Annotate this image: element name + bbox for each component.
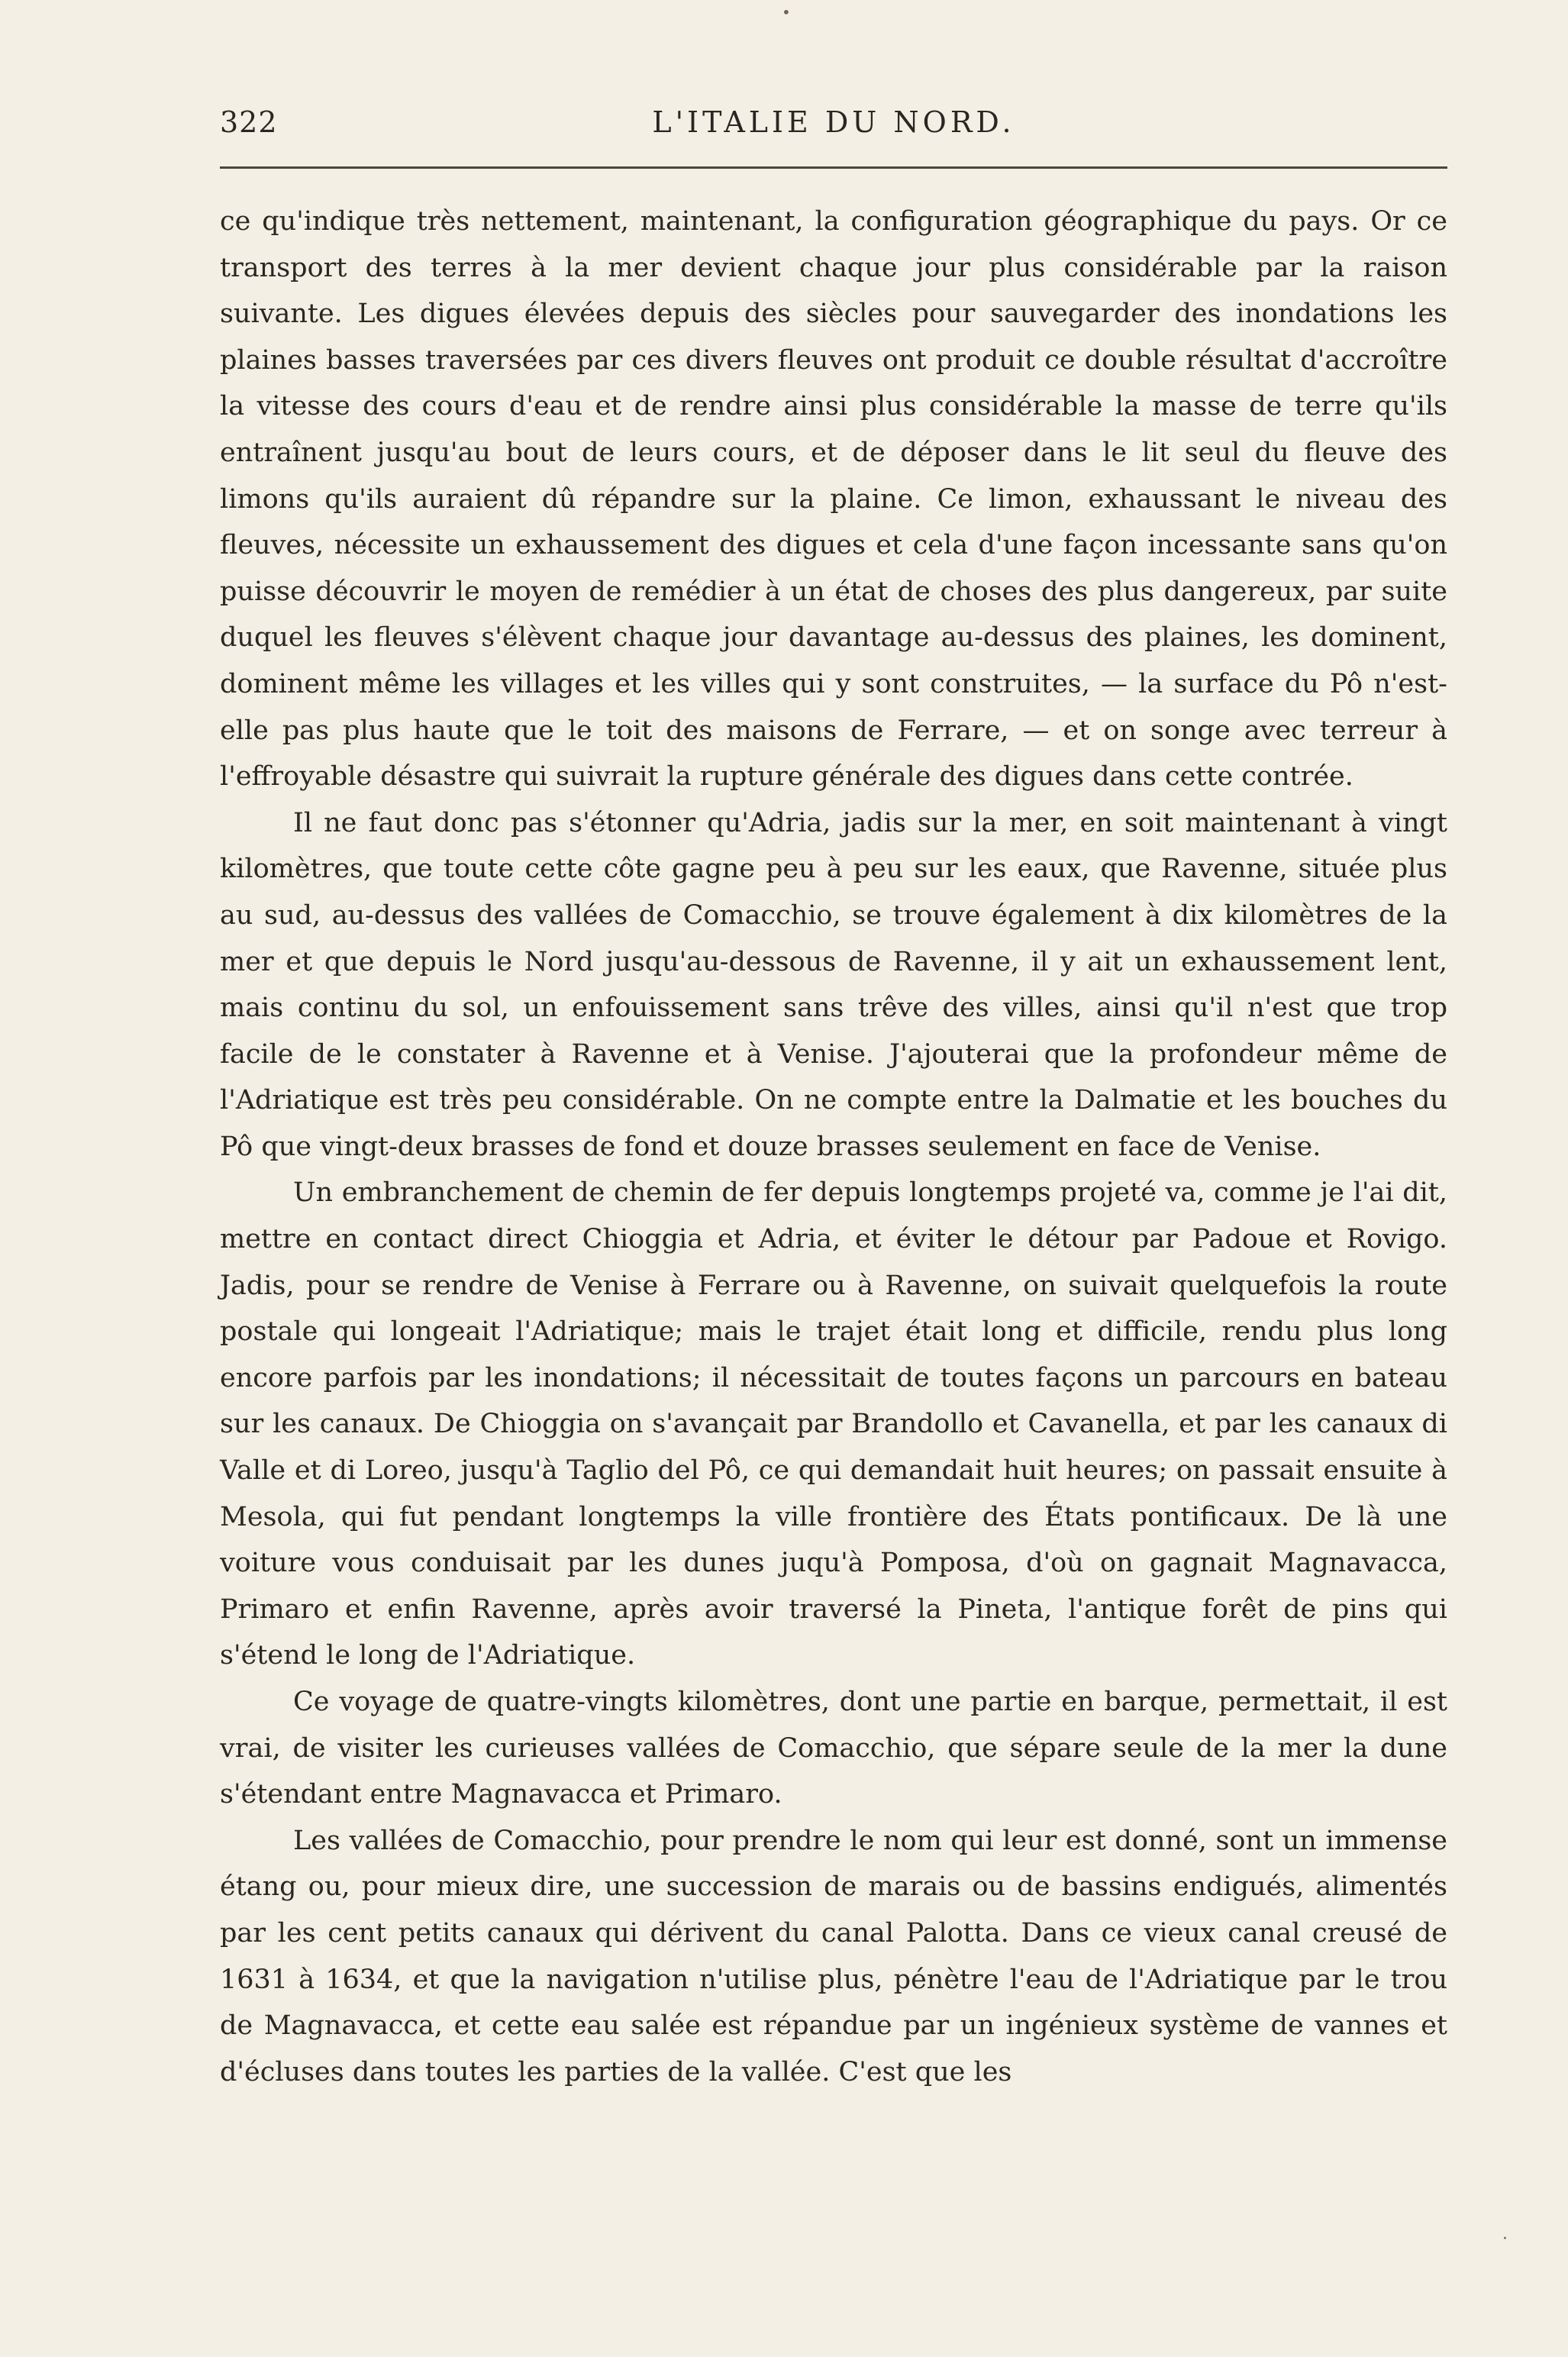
paragraph: Il ne faut donc pas s'étonner qu'Adria, jadis sur la mer, en soit maintenant à vingt kilomètres, que toute cette côte gagne peu à peu sur les eaux, que Ravenne, située plus au sud, au-dessus des vallées de Comacchio, se trouve également à dix kilomètres de la mer et que depuis le Nord jusqu'au-dessous de Ravenne, il y ait un exhaussement lent, mais continu du sol, un enfouissement sans trêve des villes, ainsi qu'il n'est que trop facile de le constater à Ravenne et à Venise. J'ajouterai que la profondeur même de l'Adriatique est très peu considérable. On ne compte entre la Dalmatie et les bouches du Pô que vingt-deux brasses de fond et douze brasses seulement en face de Venise. xyxy=(220,807,1447,1162)
paragraph: ce qu'indique très nettement, maintenant, la configuration géographique du pays. Or ce transport des terres à la mer devient chaque jour plus considérable par la raison suivante. Les digues élevées depuis des siècles pour sauvegarder des inondations les plaines basses traversées par ces divers fleuves ont produit ce double résultat d'accroître la vitesse des cours d'eau et de rendre ainsi plus considérable la masse de terre qu'ils entraînent jusqu'au bout de leurs cours, et de déposer dans le lit seul du fleuve des limons qu'ils auraient dû répandre sur la plaine. Ce limon, exhaussant le niveau des fleuves, nécessite un exhaussement des digues et cela d'une façon incessante sans qu'on puisse découvrir le moyen de remédier à un état de choses des plus dangereux, par suite duquel les fleuves s'élèvent chaque jour davantage au-dessus des plaines, les dominent, dominent même les villages et les villes qui y sont construites, — la surface du Pô n'est-elle pas plus haute que le toit des maisons de Ferrare, — et on songe avec terreur à l'effroyable désastre qui suivrait la rupture générale des digues dans cette contrée. xyxy=(220,206,1447,793)
header-rule xyxy=(220,166,1447,169)
paragraph: Un embranchement de chemin de fer depuis longtemps projeté va, comme je l'ai dit, mettre en contact direct Chioggia et Adria, et éviter le détour par Padoue et Rovigo. Jadis, pour se rendre de Venise à Ferrare ou à Ravenne, on suivait quelquefois la route postale qui longeait l'Adriatique; mais le trajet était long et difficile, rendu plus long encore parfois par les inondations; il nécessitait de toutes façons un parcours en bateau sur les canaux. De Chioggia on s'avançait par Brandollo et Cavanella, et par les canaux di Valle et di Loreo, jusqu'à Taglio del Pô, ce qui demandait huit heures; on passait ensuite à Mesola, qui fut pendant longtemps la ville frontière des États pontificaux. De là une voiture vous conduisait par les dunes juqu'à Pomposa, d'où on gagnait Magnavacca, Primaro et enfin Ravenne, après avoir traversé la Pineta, l'antique forêt de pins qui s'étend le long de l'Adriatique. xyxy=(220,1177,1447,1671)
paragraph: Ce voyage de quatre-vingts kilomètres, dont une partie en barque, permettait, il est vrai, de visiter les curieuses vallées de Comacchio, que sépare seule de la mer la dune s'étendant entre Magnavacca et Primaro. xyxy=(220,1687,1447,1810)
running-title: L'ITALIE DU NORD. xyxy=(652,105,1015,139)
body-text xyxy=(220,199,1447,2095)
page-number: 322 xyxy=(220,105,278,139)
paragraph: Les vallées de Comacchio, pour prendre le nom qui leur est donné, sont un immense étang ou, pour mieux dire, une succession de marais ou de bassins endigués, alimentés par les cent petits canaux qui dérivent du canal Palotta. Dans ce vieux canal creusé de 1631 à 1634, et que la navigation n'utilise plus, pénètre l'eau de l'Adriatique par le trou de Magnavacca, et cette eau salée est répandue par un ingénieux système de vannes et d'écluses dans toutes les parties de la vallée. C'est que les xyxy=(220,1825,1447,2087)
printer-mark-bottom: · xyxy=(1502,2229,1508,2249)
page-header xyxy=(220,98,1447,144)
printer-mark-top: • xyxy=(782,3,791,21)
